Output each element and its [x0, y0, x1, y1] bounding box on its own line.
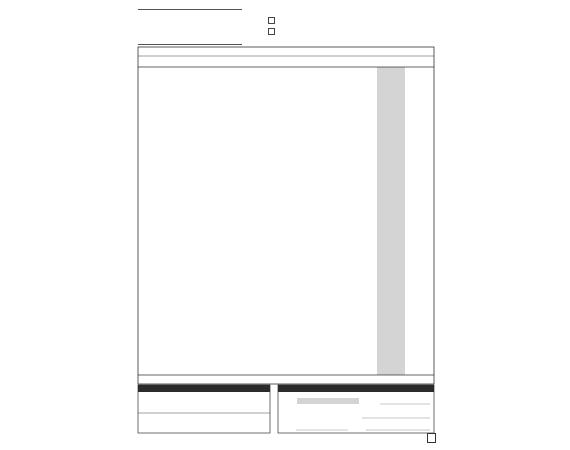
footer-page-number [427, 433, 436, 443]
